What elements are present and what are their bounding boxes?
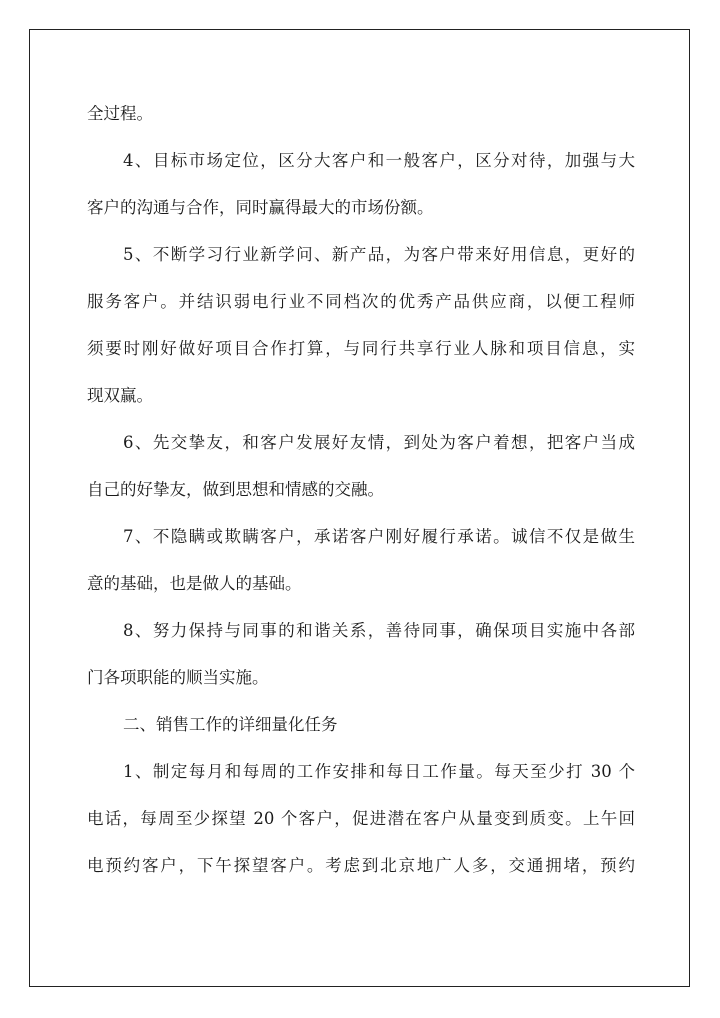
text-line: 须要时刚好做好项目合作打算，与同行共享行业人脉和项目信息，实 <box>87 339 635 358</box>
text-line: 门各项职能的顺当实施。 <box>87 668 269 687</box>
text-line: 自己的好挚友，做到思想和情感的交融。 <box>87 480 384 499</box>
text-line: 二、销售工作的详细量化任务 <box>123 715 338 734</box>
document-body <box>87 90 635 889</box>
text-line: 现双赢。 <box>87 386 153 405</box>
text-line: 全过程。 <box>87 104 153 123</box>
text-line: 电话，每周至少探望 20 个客户，促进潜在客户从量变到质变。上午回 <box>87 809 635 828</box>
text-line: 1、制定每月和每周的工作安排和每日工作量。每天至少打 30 个 <box>123 762 635 781</box>
text-line: 意的基础，也是做人的基础。 <box>87 574 302 593</box>
text-line: 8、努力保持与同事的和谐关系，善待同事，确保项目实施中各部 <box>123 621 635 640</box>
text-line: 5、不断学习行业新学问、新产品，为客户带来好用信息，更好的 <box>123 245 635 264</box>
text-line: 客户的沟通与合作，同时赢得最大的市场份额。 <box>87 198 434 217</box>
text-line: 电预约客户，下午探望客户。考虑到北京地广人多，交通拥堵，预约 <box>87 856 635 875</box>
text-line: 服务客户。并结识弱电行业不同档次的优秀产品供应商，以便工程师 <box>87 292 635 311</box>
text-line: 6、先交挚友，和客户发展好友情，到处为客户着想，把客户当成 <box>123 433 635 452</box>
text-line: 7、不隐瞒或欺瞒客户，承诺客户刚好履行承诺。诚信不仅是做生 <box>123 527 635 546</box>
text-line: 4、目标市场定位，区分大客户和一般客户，区分对待，加强与大 <box>123 151 635 170</box>
